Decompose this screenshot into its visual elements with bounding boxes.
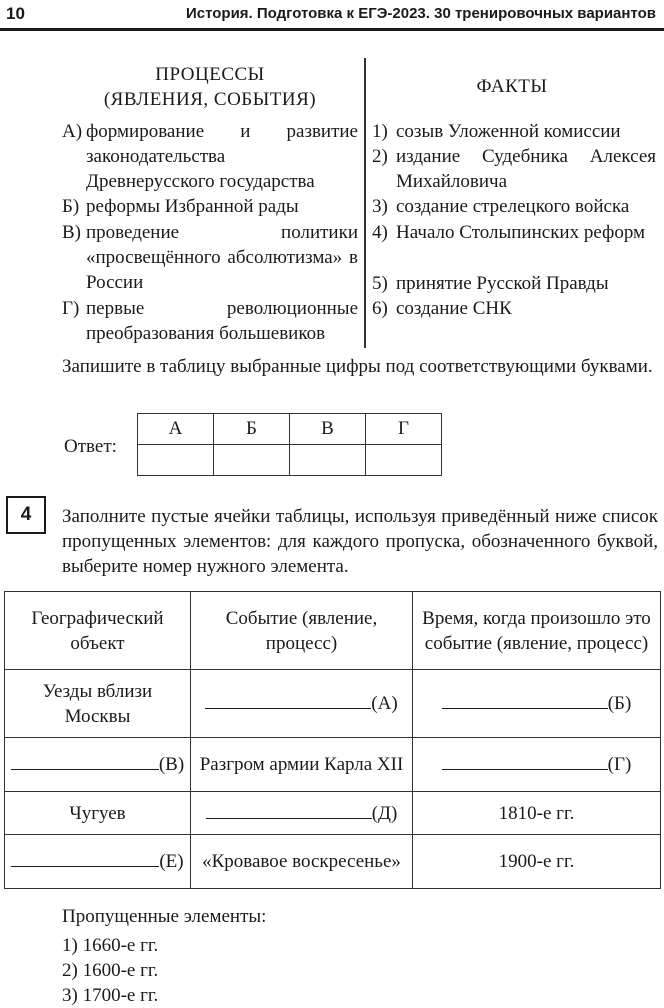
fact-text: Начало Столыпинских реформ — [396, 222, 646, 243]
blank-line — [442, 692, 608, 709]
fact-text: издание Судебника Алексея Михайловича — [396, 146, 656, 192]
table-row — [5, 670, 661, 738]
instruction-text: Запишите в таблицу выбранные цифры под соответствующими буквами. — [62, 356, 653, 377]
fact-item — [372, 296, 656, 321]
table-cell: Уезды вблизи Москвы — [5, 670, 191, 738]
table-cell-blank[interactable] — [413, 738, 661, 792]
fact-text: создание СНК — [396, 298, 512, 319]
table-header-cell: Географический объект — [5, 592, 191, 670]
blank-line — [442, 753, 608, 770]
blank-marker: (Г) — [607, 754, 632, 775]
blank-marker: (Б) — [607, 693, 632, 714]
fact-text: созыв Уложенной комиссии — [396, 121, 621, 142]
fact-text: создание стрелецкого войска — [396, 196, 630, 217]
answer-input-cell[interactable] — [214, 445, 290, 476]
page-number: 10 — [6, 4, 25, 23]
process-text: формирование и развитие законодательства Древнерусского государства — [86, 121, 358, 192]
blank-marker: (Е) — [159, 851, 184, 872]
missing-item: 1) 1660-е гг. — [62, 935, 159, 956]
process-item — [62, 296, 358, 346]
fact-label: 3) — [372, 196, 388, 217]
missing-title: Пропущенные элементы: — [62, 906, 267, 927]
fact-label: 1) — [372, 121, 388, 142]
processes-heading-line2: (ЯВЛЕНИЯ, СОБЫТИЯ) — [103, 89, 317, 110]
blank-line — [11, 753, 159, 770]
table-cell: 1810-е гг. — [413, 792, 661, 835]
process-item — [62, 194, 358, 219]
table-row — [5, 835, 661, 889]
header-rule — [0, 28, 664, 31]
answer-label: Ответ: — [64, 436, 117, 457]
running-title: История. Подготовка к ЕГЭ-2023. 30 тренировочных вариантов — [185, 5, 656, 22]
process-text: проведение политики «просвещённого абсолютизма» в России — [86, 222, 358, 293]
missing-item: 3) 1700-е гг. — [62, 985, 159, 1006]
fact-text: принятие Русской Правды — [396, 273, 609, 294]
fact-label: 2) — [372, 146, 388, 167]
fact-label: 4) — [372, 222, 388, 243]
page-header — [0, 0, 664, 30]
fact-label: 5) — [372, 273, 388, 294]
fact-item — [372, 220, 656, 245]
fact-item — [372, 144, 656, 194]
task-number-box: 4 — [6, 496, 46, 534]
missing-item: 2) 1600-е гг. — [62, 960, 159, 981]
blank-marker: (В) — [158, 754, 185, 775]
answer-letter-cell: А — [138, 414, 214, 445]
column-divider — [364, 58, 366, 348]
fill-in-table — [4, 591, 661, 889]
answer-letter-cell: В — [290, 414, 366, 445]
table-cell-blank[interactable] — [5, 835, 191, 889]
answer-table — [137, 413, 442, 476]
process-label: В) — [62, 222, 81, 243]
processes-heading-line1: ПРОЦЕССЫ — [155, 64, 265, 85]
table-header-cell: Событие (явление, процесс) — [191, 592, 413, 670]
answer-input-cell[interactable] — [138, 445, 214, 476]
blank-line — [205, 692, 371, 709]
answer-letter-cell: Б — [214, 414, 290, 445]
table-cell-blank[interactable] — [413, 670, 661, 738]
table-cell: Разгром армии Карла XII — [191, 738, 413, 792]
fact-item — [372, 194, 656, 219]
process-label: А) — [62, 121, 83, 142]
blank-line — [206, 802, 372, 819]
process-label: Б) — [62, 196, 80, 217]
table-header-cell: Время, когда произошло это событие (явление, процесс) — [413, 592, 661, 670]
answer-letter-cell: Г — [366, 414, 442, 445]
answer-input-cell[interactable] — [366, 445, 442, 476]
process-item — [62, 220, 358, 295]
process-label: Г) — [62, 298, 80, 319]
process-item — [62, 119, 358, 194]
table-header-row — [5, 592, 661, 670]
process-text: реформы Избранной рады — [86, 196, 299, 217]
fact-item — [372, 271, 656, 296]
process-text: первые революционные преобразования большевиков — [86, 298, 358, 344]
blank-marker: (Д) — [371, 802, 398, 824]
fact-item — [372, 119, 656, 144]
table-cell-blank[interactable] — [5, 738, 191, 792]
answer-input-cell[interactable] — [290, 445, 366, 476]
processes-heading — [60, 62, 360, 112]
blank-line — [11, 850, 159, 867]
table-cell: Чугуев — [5, 792, 191, 835]
task-text: Заполните пустые ячейки таблицы, используя приведённый ниже список пропущенных элементов: для каждого пропуска, обозначенного буквой, выберите номер нужного элемента. — [62, 506, 658, 577]
table-row — [5, 738, 661, 792]
table-cell: 1900-е гг. — [413, 835, 661, 889]
table-cell: «Кровавое воскресенье» — [191, 835, 413, 889]
fact-label: 6) — [372, 298, 388, 319]
table-cell-blank[interactable] — [191, 792, 413, 835]
blank-marker: (А) — [371, 693, 398, 714]
table-cell-blank[interactable] — [191, 670, 413, 738]
table-row — [5, 792, 661, 835]
facts-heading: ФАКТЫ — [476, 76, 548, 97]
